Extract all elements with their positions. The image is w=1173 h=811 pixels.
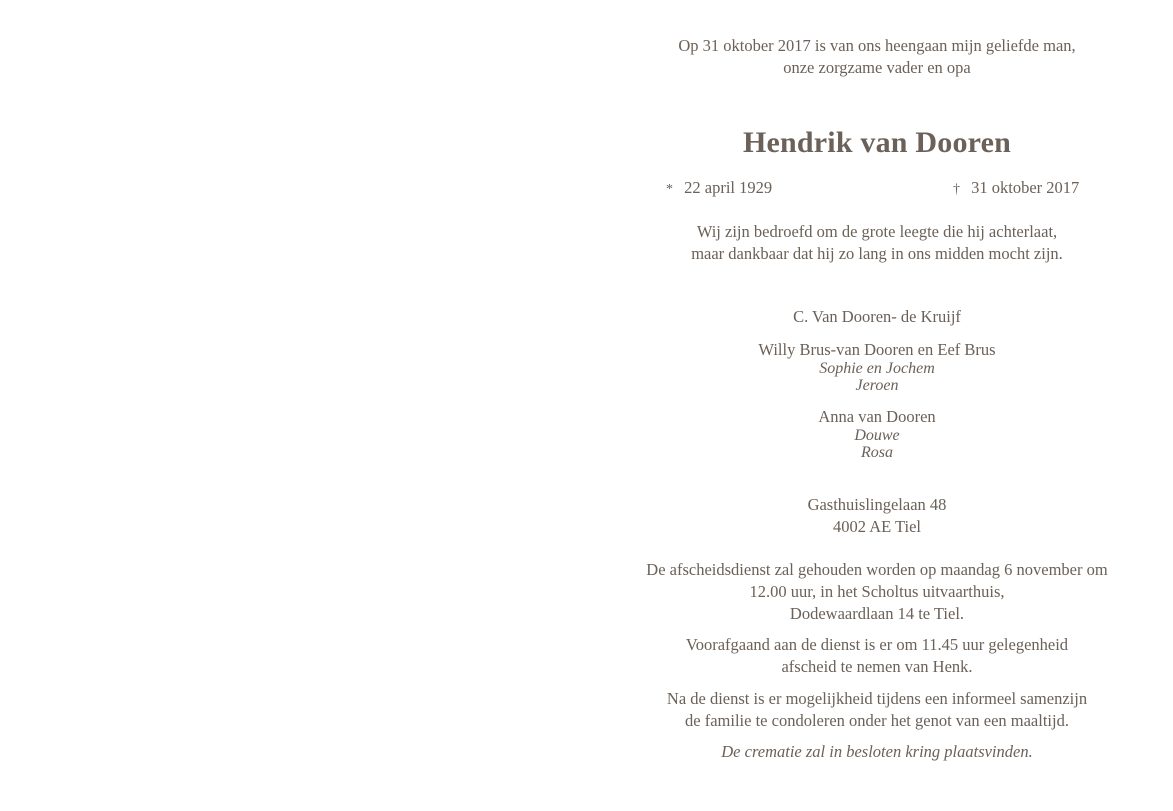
death-date-block (953, 178, 1079, 198)
birth-date: 22 april 1929 (684, 178, 773, 197)
family-group-2 (600, 407, 1154, 461)
farewell-line-1: Voorafgaand aan de dienst is er om 11.45 uur gelegenheid (685, 635, 1069, 654)
family-group-2-main: Anna van Dooren (818, 407, 936, 426)
service-line-3: Dodewaardlaan 14 te Tiel. (789, 604, 965, 623)
deceased-name: Hendrik van Dooren (742, 126, 1012, 159)
farewell-line-2: afscheid te nemen van Henk. (781, 657, 973, 676)
family-group-2-child-2: Rosa (861, 444, 893, 461)
gathering-line-2: de familie te condoleren onder het genot van een maaltijd. (685, 711, 1069, 730)
family-group-1 (600, 340, 1154, 394)
family-group-1-main: Willy Brus-van Dooren en Eef Brus (758, 340, 996, 359)
spouse-name: C. Van Dooren- de Kruijf (793, 307, 961, 326)
life-dates (600, 178, 1154, 202)
address-city: 4002 AE Tiel (832, 517, 922, 536)
cremation-note (600, 741, 1154, 763)
gathering-line-1: Na de dienst is er mogelijkheid tijdens een informeel samenzijn (666, 689, 1088, 708)
announcement-line-2: onze zorgzame vader en opa (783, 58, 971, 77)
birth-date-block (666, 178, 772, 198)
address-street: Gasthuislingelaan 48 (807, 495, 947, 514)
mourning-card (600, 0, 1154, 811)
spouse (600, 306, 1154, 328)
family-group-1-child-1: Sophie en Jochem (819, 360, 935, 377)
service-line-1: De afscheidsdienst zal gehouden worden op maandag 6 november om (646, 560, 1108, 579)
service-line-2: 12.00 uur, in het Scholtus uitvaarthuis, (749, 582, 1005, 601)
birth-star-icon: * (666, 182, 673, 197)
family-group-1-child-2: Jeroen (855, 377, 899, 394)
death-cross-icon: † (953, 182, 960, 197)
death-date: 31 oktober 2017 (971, 178, 1080, 197)
sentiment-line-1: Wij zijn bedroefd om de grote leegte die hij achterlaat, (696, 222, 1058, 241)
farewell-info (600, 634, 1154, 678)
announcement (600, 35, 1154, 79)
cremation-text: De crematie zal in besloten kring plaatsvinden. (721, 742, 1033, 761)
service-info (600, 559, 1154, 625)
announcement-line-1: Op 31 oktober 2017 is van ons heengaan mijn geliefde man, (678, 36, 1076, 55)
address (600, 494, 1154, 538)
sentiment-line-2: maar dankbaar dat hij zo lang in ons midden mocht zijn. (691, 244, 1063, 263)
family-group-2-child-1: Douwe (854, 427, 900, 444)
gathering-info (600, 688, 1154, 732)
deceased-name-block (600, 125, 1154, 161)
sentiment (600, 221, 1154, 265)
